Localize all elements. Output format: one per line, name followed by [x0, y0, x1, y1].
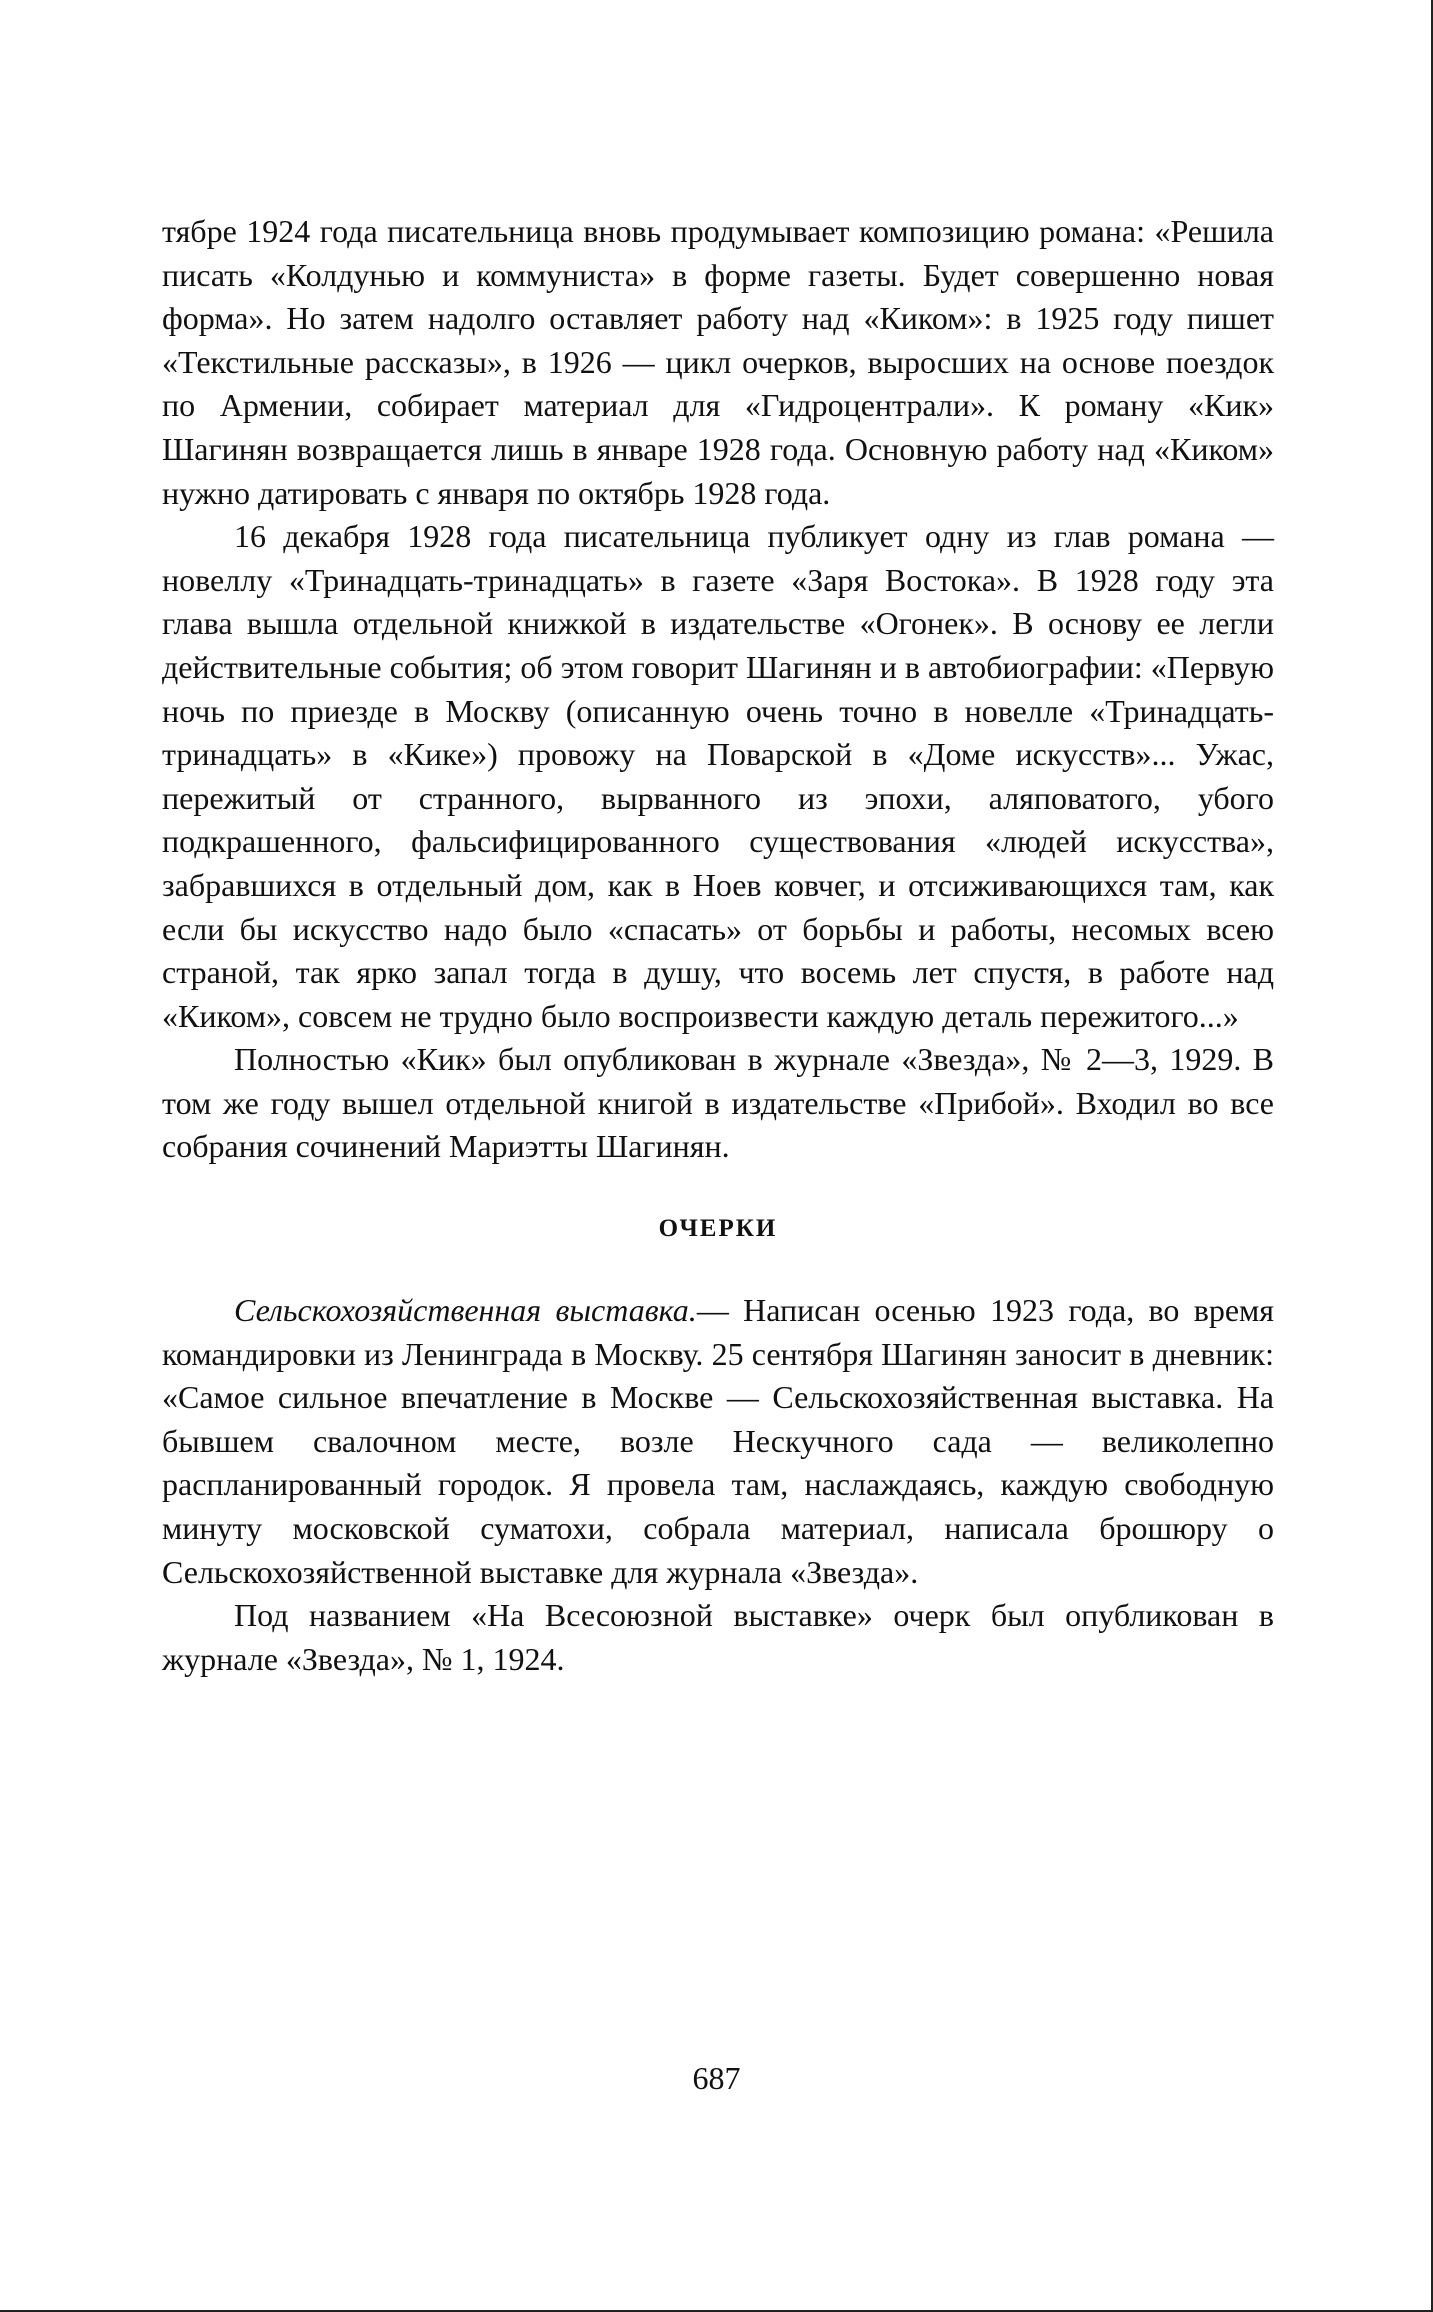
page-body [162, 210, 1274, 1681]
paragraph-december-1928: 16 декабря 1928 года писательница публикует одну из глав романа — новеллу «Тринадцать-тринадцать» в газете «Заря Востока». В 1928 году эта глава вышла отдельной книжкой в издательстве «Огонек». В основу ее легли действительные события; об этом говорит Шагинян и в автобиографии: «Первую ночь по приезде в Москву (описанную очень точно в новелле «Тринадцать-тринадцать» в «Кике») провожу на Поварской в «Доме искусств»... Ужас, пережитый от странного, вырванного из эпохи, аляповатого, убого подкрашенного, фальсифицированного существования «людей искусства», забравшихся в отдельный дом, как в Ноев ковчег, и отсиживающихся там, как если бы искусство надо было «спасать» от борьбы и работы, несомых всею страной, так ярко запал тогда в душу, что восемь лет спустя, в работе над «Киком», совсем не трудно было воспроизвести каждую деталь пережитого...» [162, 518, 1274, 1034]
section-heading: ОЧЕРКИ [658, 1215, 778, 1243]
paragraph-publication: Полностью «Кик» был опубликован в журнале «Звезда», № 2—3, 1929. В том же году вышел отдельной книгой в издательстве «Прибой». Входил во все собрания сочинений Мариэтты Шагинян. [162, 1041, 1274, 1165]
essay-title: Сельскохозяйственная выставка. [234, 1292, 697, 1329]
essay-text: Написан осенью 1923 года, во время командировки из Ленинграда в Москву. 25 сентября Шагинян заносит в дневник: «Самое сильное впечатление в Москве — Сельскохозяйственная выставка. На бывшем свалочном месте, возле Нескучного сада — великолепно распланированный городок. Я провела там, наслаждаясь, каждую свободную минуту московской суматохи, собрала материал, написала брошюру о Сельскохозяйственной выставке для журнала «Звезда». [162, 1292, 1275, 1590]
page-number: 687 [692, 2060, 741, 2096]
paragraph-essay [162, 1289, 1274, 1594]
paragraph-essay-publication: Под названием «На Всесоюзной выставке» очерк был опубликован в журнале «Звезда», № 1, 1924. [162, 1597, 1274, 1677]
paragraph-continuation: тябре 1924 года писательница вновь продумывает композицию романа: «Решила писать «Колдунью и коммуниста» в форме газеты. Будет совершенно новая форма». Но затем надолго оставляет работу над «Киком»: в 1925 году пишет «Текстильные рассказы», в 1926 — цикл очерков, выросших на основе поездок по Армении, собирает материал для «Гидроцентрали». К роману «Кик» Шагинян возвращается лишь в январе 1928 года. Основную работу над «Киком» нужно датировать с января по октябрь 1928 года. [162, 213, 1274, 511]
essay-dash: — [696, 1292, 744, 1329]
